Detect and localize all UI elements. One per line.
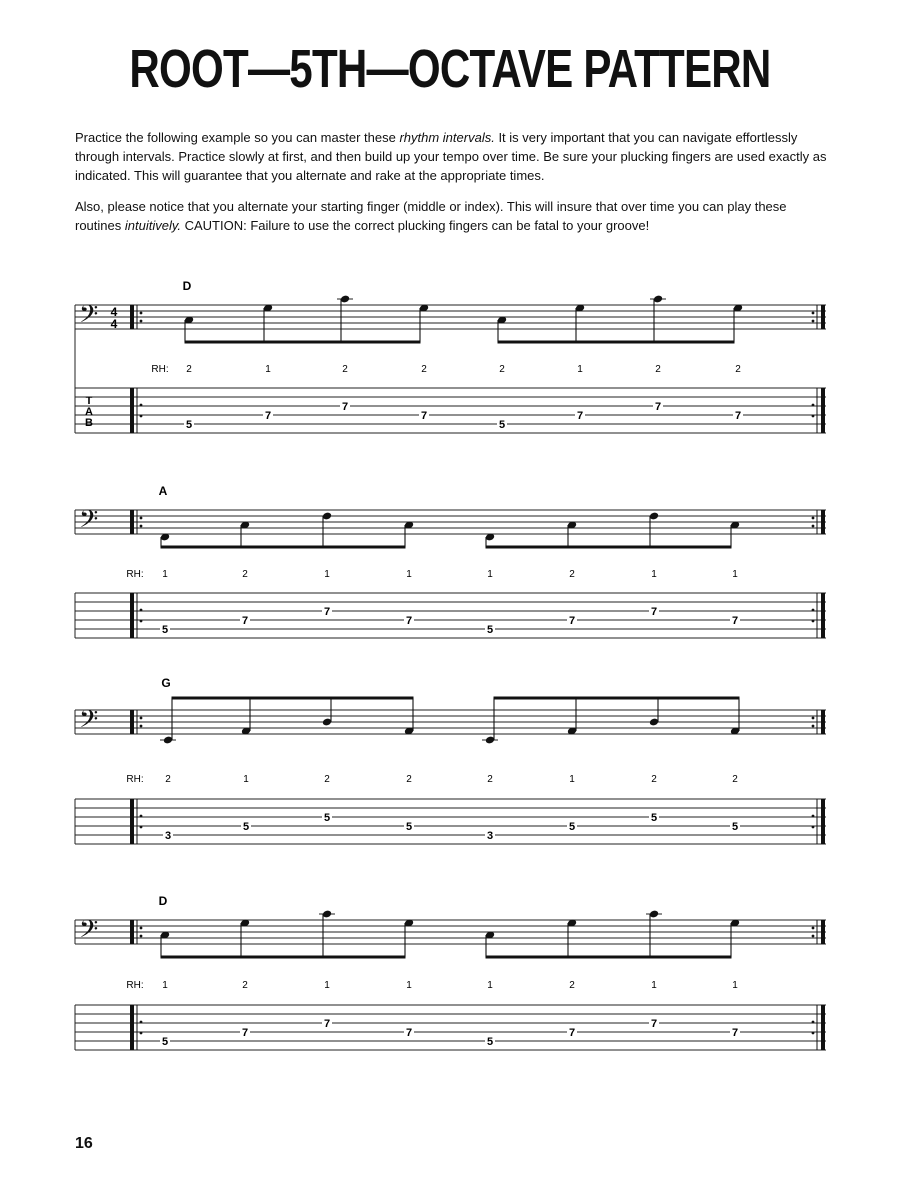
- rh-finger-number: 1: [162, 980, 168, 991]
- caution-text-italic: intuitively.: [124, 218, 181, 233]
- tab-fret-number: 7: [731, 615, 739, 627]
- rh-finger-number: 2: [499, 364, 505, 375]
- tab-fret-number: 7: [650, 1018, 658, 1030]
- beam: [498, 341, 735, 344]
- tab-fret-number: 3: [164, 830, 172, 842]
- repeat-start-dot: [140, 620, 143, 623]
- repeat-end-dot: [812, 717, 815, 720]
- repeat-start-thick-bar: [130, 305, 134, 329]
- beam: [161, 956, 406, 959]
- tab-fret-number: 5: [161, 624, 169, 636]
- repeat-end-dot: [812, 312, 815, 315]
- rh-label: RH:: [126, 569, 144, 580]
- tab-fret-number: 5: [731, 821, 739, 833]
- repeat-start-thick-bar: [130, 1005, 134, 1050]
- rh-finger-number: 2: [342, 364, 348, 375]
- rh-finger-number: 2: [487, 774, 493, 785]
- repeat-end-thick-bar: [821, 593, 825, 638]
- rh-finger-number: 1: [732, 569, 738, 580]
- tab-fret-number: 7: [731, 1027, 739, 1039]
- caution-text-end: CAUTION: Failure to use the correct plucking fingers can be fatal to your groove!: [181, 218, 650, 233]
- beam: [494, 697, 740, 700]
- rh-finger-number: 1: [487, 980, 493, 991]
- rh-finger-number: 2: [655, 364, 661, 375]
- rh-finger-number: 1: [265, 364, 271, 375]
- tab-fret-number: 3: [486, 830, 494, 842]
- chord-symbol: D: [182, 279, 192, 293]
- tab-fret-number: 5: [486, 1036, 494, 1048]
- rh-label: RH:: [126, 774, 144, 785]
- repeat-start-thick-bar: [130, 710, 134, 734]
- repeat-start-dot: [140, 312, 143, 315]
- rh-finger-number: 2: [186, 364, 192, 375]
- repeat-end-dot: [812, 609, 815, 612]
- repeat-end-dot: [812, 815, 815, 818]
- tab-fret-number: 5: [650, 812, 658, 824]
- repeat-end-dot: [812, 1021, 815, 1024]
- rh-finger-number: 1: [732, 980, 738, 991]
- rh-finger-number: 2: [651, 774, 657, 785]
- tab-fret-number: 7: [654, 401, 662, 413]
- repeat-end-thick-bar: [821, 799, 825, 844]
- tab-fret-number: 7: [323, 1018, 331, 1030]
- repeat-end-dot: [812, 525, 815, 528]
- repeat-start-dot: [140, 826, 143, 829]
- caution-text-start: Also, please notice that you alternate your starting finger (middle or index). This will insure that over time you can play these routines: [75, 199, 787, 233]
- tab-fret-number: 5: [568, 821, 576, 833]
- repeat-start-dot: [140, 1021, 143, 1024]
- tab-fret-number: 7: [650, 606, 658, 618]
- tab-fret-number: 5: [242, 821, 250, 833]
- tab-fret-number: 7: [405, 1027, 413, 1039]
- rh-finger-number: 1: [406, 569, 412, 580]
- repeat-end-thick-bar: [821, 305, 825, 329]
- repeat-start-dot: [140, 717, 143, 720]
- tab-fret-number: 7: [568, 615, 576, 627]
- tab-fret-number: 7: [241, 615, 249, 627]
- intro-text-start: Practice the following example so you can master these: [75, 130, 400, 145]
- repeat-end-dot: [812, 415, 815, 418]
- repeat-start-dot: [140, 927, 143, 930]
- beam: [172, 697, 414, 700]
- rh-finger-number: 1: [651, 569, 657, 580]
- bass-clef-icon: 𝄢: [79, 301, 99, 334]
- chord-symbol: G: [161, 676, 171, 690]
- tab-fret-number: 5: [185, 419, 193, 431]
- bass-clef-icon: 𝄢: [79, 706, 99, 739]
- tab-fret-number: 7: [568, 1027, 576, 1039]
- repeat-start-dot: [140, 609, 143, 612]
- repeat-start-dot: [140, 1032, 143, 1035]
- tab-clef-letter: T: [85, 395, 93, 407]
- chord-symbol: D: [158, 894, 168, 908]
- tab-fret-number: 7: [264, 410, 272, 422]
- repeat-end-dot: [812, 935, 815, 938]
- rh-finger-number: 1: [324, 569, 330, 580]
- repeat-end-dot: [812, 1032, 815, 1035]
- tab-fret-number: 7: [405, 615, 413, 627]
- repeat-end-dot: [812, 517, 815, 520]
- beam: [486, 956, 732, 959]
- repeat-start-dot: [140, 404, 143, 407]
- tab-fret-number: 5: [323, 812, 331, 824]
- tab-fret-number: 5: [161, 1036, 169, 1048]
- rh-finger-number: 2: [735, 364, 741, 375]
- repeat-end-dot: [812, 404, 815, 407]
- tab-fret-number: 7: [323, 606, 331, 618]
- rh-finger-number: 1: [406, 980, 412, 991]
- repeat-end-thick-bar: [821, 920, 825, 944]
- repeat-start-thick-bar: [130, 388, 134, 433]
- rh-finger-number: 2: [324, 774, 330, 785]
- rh-finger-number: 2: [242, 569, 248, 580]
- repeat-start-thick-bar: [130, 510, 134, 534]
- tab-clef-letter: B: [85, 417, 93, 429]
- repeat-end-dot: [812, 927, 815, 930]
- tab-fret-number: 5: [486, 624, 494, 636]
- repeat-end-dot: [812, 620, 815, 623]
- repeat-end-dot: [812, 826, 815, 829]
- rh-finger-number: 2: [242, 980, 248, 991]
- bass-clef-icon: 𝄢: [79, 916, 99, 949]
- repeat-start-thick-bar: [130, 799, 134, 844]
- repeat-end-dot: [812, 320, 815, 323]
- rh-label: RH:: [151, 364, 169, 375]
- repeat-start-thick-bar: [130, 593, 134, 638]
- page-title: ROOT—5TH—OCTAVE PATTERN: [129, 39, 771, 99]
- repeat-start-dot: [140, 935, 143, 938]
- repeat-end-thick-bar: [821, 710, 825, 734]
- beam: [161, 546, 406, 549]
- repeat-start-dot: [140, 320, 143, 323]
- tab-fret-number: 7: [241, 1027, 249, 1039]
- repeat-start-dot: [140, 517, 143, 520]
- tab-fret-number: 5: [405, 821, 413, 833]
- repeat-start-dot: [140, 415, 143, 418]
- tab-fret-number: 7: [734, 410, 742, 422]
- repeat-end-dot: [812, 725, 815, 728]
- beam: [486, 546, 732, 549]
- beam: [185, 341, 421, 344]
- repeat-start-dot: [140, 525, 143, 528]
- repeat-end-thick-bar: [821, 510, 825, 534]
- rh-finger-number: 2: [421, 364, 427, 375]
- rh-finger-number: 2: [406, 774, 412, 785]
- tab-clef-letter: A: [85, 406, 93, 418]
- repeat-start-thick-bar: [130, 920, 134, 944]
- chord-symbol: A: [158, 484, 168, 498]
- intro-text-end: It is very important that you can navigate effortlessly through intervals. Practice slowly at first, and then build up your tempo over time. Be sure your plucking fingers are used exactly as indicated. This will guarantee that you alternate and rake at the appropriate times.: [75, 130, 827, 183]
- tab-fret-number: 7: [420, 410, 428, 422]
- rh-finger-number: 1: [243, 774, 249, 785]
- repeat-end-thick-bar: [821, 388, 825, 433]
- rh-finger-number: 1: [162, 569, 168, 580]
- repeat-end-thick-bar: [821, 1005, 825, 1050]
- rh-finger-number: 1: [651, 980, 657, 991]
- tab-fret-number: 7: [576, 410, 584, 422]
- rh-label: RH:: [126, 980, 144, 991]
- repeat-start-dot: [140, 815, 143, 818]
- rh-finger-number: 2: [732, 774, 738, 785]
- rh-finger-number: 1: [577, 364, 583, 375]
- tab-fret-number: 7: [341, 401, 349, 413]
- time-signature-bottom: 4: [110, 317, 118, 331]
- rh-finger-number: 1: [569, 774, 575, 785]
- time-signature-top: 4: [110, 305, 118, 319]
- rh-finger-number: 2: [165, 774, 171, 785]
- bass-clef-icon: 𝄢: [79, 506, 99, 539]
- rh-finger-number: 1: [324, 980, 330, 991]
- tab-fret-number: 5: [498, 419, 506, 431]
- intro-text-italic: rhythm intervals.: [399, 130, 495, 145]
- rh-finger-number: 1: [487, 569, 493, 580]
- rh-finger-number: 2: [569, 569, 575, 580]
- repeat-start-dot: [140, 725, 143, 728]
- rh-finger-number: 2: [569, 980, 575, 991]
- page-number: 16: [75, 1135, 93, 1152]
